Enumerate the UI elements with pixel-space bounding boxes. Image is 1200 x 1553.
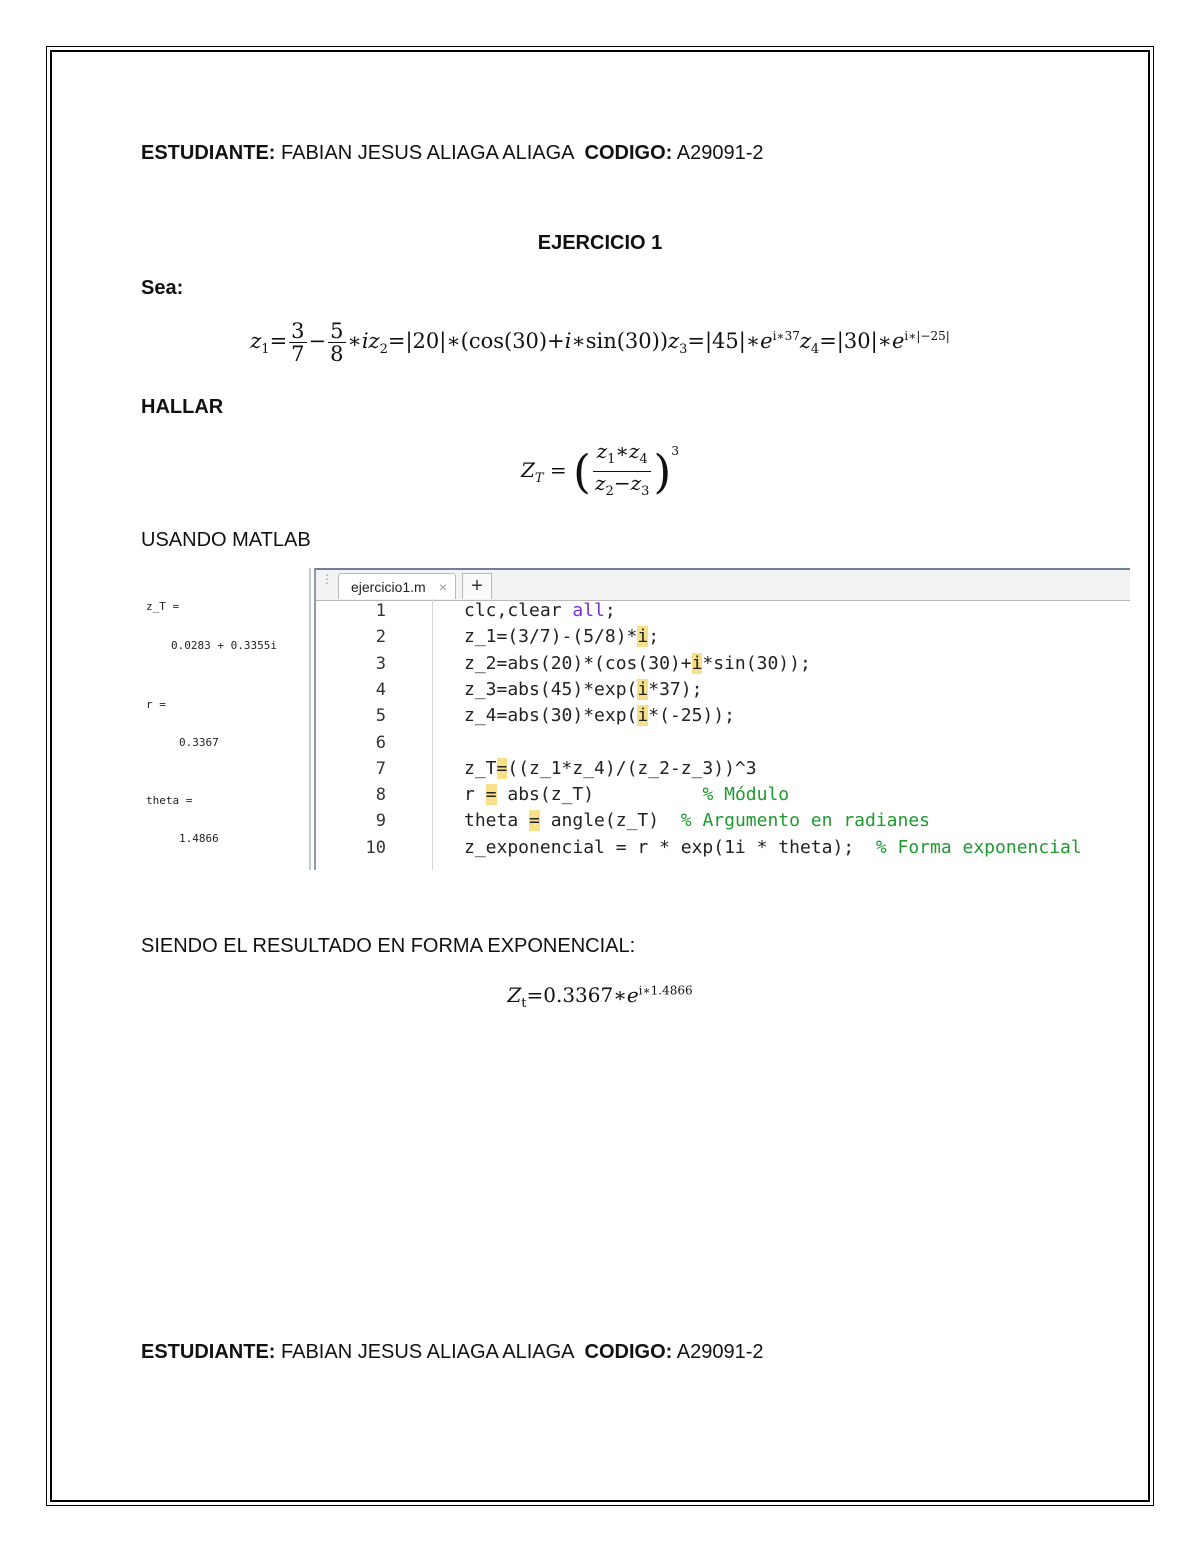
code-text: z_4=abs(30)*exp( [464,705,638,727]
line-number: 9 [375,811,386,832]
code-text: z_T [464,757,497,779]
matlab-screenshot [141,568,1130,870]
line-number: 3 [375,653,386,674]
header-line [141,142,764,165]
code-text: abs(z_T) [496,784,703,806]
line-number: 1 [375,601,386,621]
result-label: SIENDO EL RESULTADO EN FORMA EXPONENCIAL: [141,935,636,957]
code-line[interactable] [464,810,930,831]
command-window [141,568,311,870]
code-highlight: i [637,626,649,648]
editor-tab-bar [316,568,1130,601]
exercise-title: EJERCICIO 1 [537,232,663,254]
code-text: r [464,784,486,806]
code-highlight: i [637,678,649,700]
code-line[interactable] [464,626,659,647]
code-keyword: all [572,600,605,621]
zt-formula: $Z_T$ = ( $\frac{z_1∗z_4}{z_2-z_3}$ )$^3$ [520,439,680,499]
result-equation: $Z_t=0.3367∗e^{i∗1.4866}$ [507,983,693,1011]
code-line[interactable] [464,600,616,621]
code-line[interactable] [464,758,757,779]
footer-line [141,1341,764,1364]
code-text: z_2=abs(20)*(cos(30)+ [464,652,692,674]
line-number: 4 [375,679,386,700]
cmd-zt-label: z_T = [146,600,180,613]
code-line[interactable] [464,679,702,700]
code-highlight: i [691,652,703,674]
code-comment: % Módulo [702,784,790,806]
add-tab-button[interactable]: + [462,573,492,599]
code-highlight: i [637,705,649,727]
code-text: z_exponencial = r * exp(1i * theta); [464,836,876,858]
code-comment: % Forma exponencial [875,836,1082,858]
fraction-5-8: $\frac{5}{8}$ [330,319,344,366]
fraction-3-7: $\frac{3}{7}$ [291,319,305,366]
line-number: 10 [365,837,386,858]
code-value: A29091-2 [676,142,764,164]
code-text: clc,clear [464,600,573,621]
code-text: theta [464,810,530,832]
drag-handle-icon[interactable]: ⋮ [321,572,333,586]
code-highlight: = [485,784,497,806]
footer-student-label: ESTUDIANTE: [141,1341,276,1363]
close-icon[interactable]: × [438,579,447,595]
code-line[interactable] [464,705,735,726]
footer-code-label: CODIGO: [584,1341,673,1363]
code-text: *37); [648,678,703,700]
line-number: 5 [375,706,386,727]
sea-label: Sea: [141,277,184,299]
code-editor[interactable] [314,568,1130,870]
student-label: ESTUDIANTE: [141,142,276,164]
cmd-r-value: 0.3367 [179,736,219,749]
code-label: CODIGO: [584,142,673,164]
code-comment: % Argumento en radianes [680,810,931,832]
code-line[interactable] [464,837,1082,858]
code-text: *(-25)); [648,705,735,727]
code-text: z_3=abs(45)*exp( [464,678,638,700]
footer-code-value: A29091-2 [676,1341,764,1363]
cmd-zt-value: 0.0283 + 0.3355i [171,639,277,652]
code-text: ; [648,626,660,648]
code-text: *sin(30)); [702,652,811,674]
tab-ejercicio1[interactable] [338,573,456,599]
line-number: 6 [375,732,386,753]
given-equations: $z_1=$ $\frac{3}{7}$ − $\frac{5}{8}$ $∗iz_2=|20|∗(\cos(30)+i∗\sin(30))z_3=|45|∗e^{i∗37}z_4=|30|∗e^{i∗|-25|}$ [250,319,950,366]
code-line[interactable] [464,653,811,674]
line-number: 2 [375,627,386,648]
line-number: 7 [375,758,386,779]
student-name: FABIAN JESUS ALIAGA ALIAGA [281,142,574,164]
code-text: z_1=(3/7)-(5/8)* [464,626,638,648]
tab-label: ejercicio1.m [351,579,426,595]
cmd-theta-value: 1.4866 [179,832,219,845]
footer-student-name: FABIAN JESUS ALIAGA ALIAGA [281,1341,574,1363]
code-text: angle(z_T) [539,810,681,832]
code-highlight: = [529,810,540,832]
code-text: ((z_1*z_4)/(z_2-z_3))^3 [507,757,757,779]
code-highlight: = [496,757,508,779]
hallar-label: HALLAR [141,396,224,418]
cmd-theta-label: theta = [146,794,193,807]
code-line[interactable] [464,784,789,805]
usando-matlab-label: USANDO MATLAB [141,529,311,551]
code-text: ; [604,600,616,621]
line-number: 8 [375,785,386,806]
cmd-r-label: r = [146,698,166,711]
